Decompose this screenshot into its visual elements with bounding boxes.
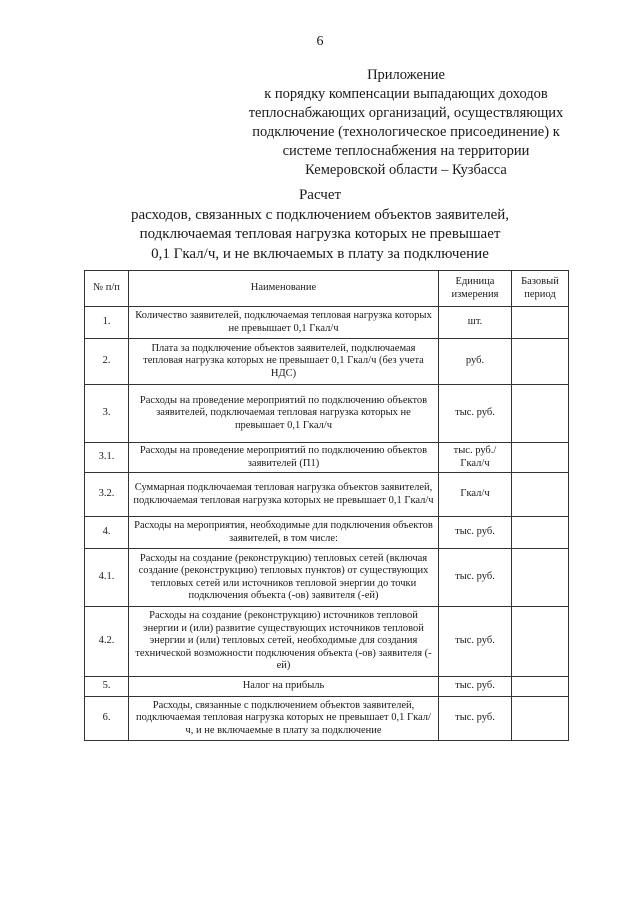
calculation-subtitle-line: подключаемая тепловая нагрузка которых не превышает [139, 226, 501, 242]
row-num: 4. [85, 517, 129, 549]
row-base [512, 339, 569, 385]
row-num: 6. [85, 697, 129, 741]
header-unit: Единица измерения [439, 271, 512, 307]
row-num: 3. [85, 385, 129, 443]
appendix-line: теплоснабжающих организаций, осуществляющих [248, 105, 564, 121]
row-unit: тыс. руб. [439, 549, 512, 607]
row-unit: тыс. руб. [439, 677, 512, 697]
row-unit: тыс. руб./ Гкал/ч [439, 443, 512, 473]
row-base [512, 307, 569, 339]
table-row [85, 443, 569, 473]
appendix-line: к порядку компенсации выпадающих доходов [264, 86, 548, 102]
row-base [512, 443, 569, 473]
row-name: Суммарная подключаемая тепловая нагрузка объектов заявителей, подключаемая тепловая нагрузка которых не превышает 0,1 Гкал/ч [129, 473, 439, 517]
row-num: 3.1. [85, 443, 129, 473]
row-base [512, 697, 569, 741]
row-num: 4.2. [85, 607, 129, 677]
row-name: Расходы на проведение мероприятий по подключению объектов заявителей (П1) [129, 443, 439, 473]
calculation-subtitle-line: 0,1 Гкал/ч, и не включаемых в плату за подключение [151, 245, 489, 262]
appendix-line: Кемеровской области – Кузбасса [305, 162, 507, 178]
appendix-title: Приложение [367, 67, 445, 83]
appendix-line: системе теплоснабжения на территории [282, 143, 530, 159]
row-base [512, 549, 569, 607]
row-base [512, 607, 569, 677]
expenses-table [84, 270, 569, 741]
table-row [85, 607, 569, 677]
row-name: Налог на прибыль [129, 677, 439, 697]
table-row [85, 517, 569, 549]
header-base: Базовый период [512, 271, 569, 307]
table-row [85, 677, 569, 697]
row-name: Расходы на проведение мероприятий по подключению объектов заявителей, подключаемая тепловая нагрузка которых не превышает 0,1 Гкал/ч [129, 385, 439, 443]
row-unit: тыс. руб. [439, 385, 512, 443]
header-name: Наименование [129, 271, 439, 307]
table-row [85, 385, 569, 443]
row-num: 4.1. [85, 549, 129, 607]
row-name: Расходы на мероприятия, необходимые для подключения объектов заявителей, в том числе: [129, 517, 439, 549]
page-number: 6 [316, 34, 324, 49]
row-unit: тыс. руб. [439, 697, 512, 741]
table-row [85, 339, 569, 385]
row-unit: тыс. руб. [439, 607, 512, 677]
calculation-title: Расчет [298, 187, 342, 203]
row-unit: руб. [439, 339, 512, 385]
table-header-row [85, 271, 569, 307]
row-unit: Гкал/ч [439, 473, 512, 517]
row-name: Расходы на создание (реконструкцию) источников тепловой энергии и (или) развитие существующих источников тепловой энергии и (или) тепловых сетей, необходимые для создания технической возможности подключения объекта (-ов) заявителя (-ей) [129, 607, 439, 677]
row-num: 2. [85, 339, 129, 385]
calculation-heading [0, 186, 640, 264]
appendix-block [236, 66, 576, 180]
row-num: 3.2. [85, 473, 129, 517]
header-num: № п/п [85, 271, 129, 307]
row-num: 5. [85, 677, 129, 697]
row-name: Плата за подключение объектов заявителей, подключаемая тепловая нагрузка которых не превышает 0,1 Гкал/ч (без учета НДС) [129, 339, 439, 385]
table-row [85, 697, 569, 741]
row-name: Расходы, связанные с подключением объектов заявителей, подключаемая тепловая нагрузка которых не превышает 0,1 Гкал/ч, и не включаемые в плату за подключение [129, 697, 439, 741]
table-row [85, 307, 569, 339]
row-base [512, 473, 569, 517]
appendix-line: подключение (технологическое присоединение) к [252, 124, 560, 140]
row-num: 1. [85, 307, 129, 339]
row-base [512, 385, 569, 443]
table-row [85, 549, 569, 607]
row-base [512, 517, 569, 549]
row-base [512, 677, 569, 697]
row-unit: шт. [439, 307, 512, 339]
calculation-subtitle-line: расходов, связанных с подключением объектов заявителей, [130, 206, 510, 223]
table-row [85, 473, 569, 517]
row-name: Количество заявителей, подключаемая тепловая нагрузка которых не превышает 0,1 Гкал/ч [129, 307, 439, 339]
row-name: Расходы на создание (реконструкцию) тепловых сетей (включая создание (реконструкцию) тепловых пунктов) от существующих тепловых сетей или источников тепловой энергии до точки подключения объекта (-ов) заявителя (-ей) [129, 549, 439, 607]
row-unit: тыс. руб. [439, 517, 512, 549]
